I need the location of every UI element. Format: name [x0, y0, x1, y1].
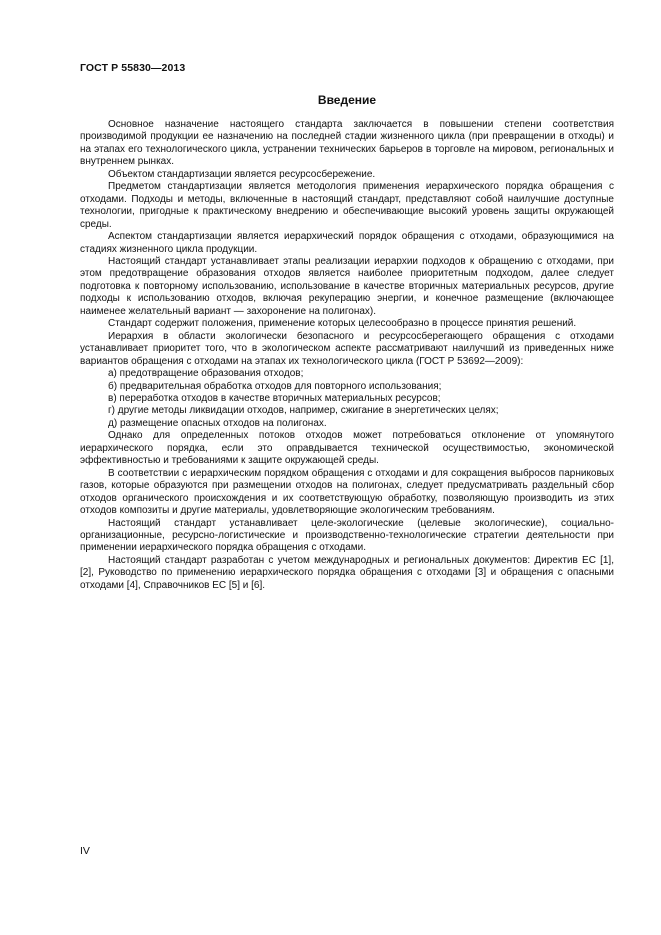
paragraph: Объектом стандартизации является ресурсосбережение.	[108, 168, 376, 180]
paragraph: Аспектом стандартизации является иерархический порядок обращения с отходами, образующимися на стадиях жизненного цикла продукции.	[80, 231, 614, 255]
page-number: IV	[80, 845, 90, 857]
paragraph: Основное назначение настоящего стандарта заключается в повышении степени соответствия производимой продукции ее назначению на последней стадии жизненного цикла (при превращении в отходы) и на этапах его технологического цикла, устранении технических барьеров в торговле на мировом, региональных и внутреннем рынках.	[80, 119, 614, 168]
list-item: а) предотвращение образования отходов;	[108, 368, 304, 380]
paragraph: Настоящий стандарт разработан с учетом международных и региональных документов: Директив ЕС [1], [2], Руководство по применению иерархического порядка обращения с отходами [3] и обращения с опасными отходами [4], Справочников ЕС [5] и [6].	[80, 554, 614, 591]
paragraph: Иерархия в области экологически безопасного и ресурсосберегающего обращения с отходами устанавливает приоритет того, что в экологическом аспекте рассматривают наилучший из приведенных ниже вариантов обращения с отходами на этапах их технологического цикла (ГОСТ Р 53692—2009):	[80, 330, 614, 367]
body-text	[80, 119, 614, 592]
paragraph: Настоящий стандарт устанавливает целе-экологические (целевые экологические), социально-организационные, ресурсно-логистические и производственно-технологические стратегии деятельности при применении иерархического порядка обращения с отходами.	[80, 517, 614, 554]
document-header: ГОСТ Р 55830—2013	[80, 62, 186, 74]
list-item: г) другие методы ликвидации отходов, например, сжигание в энергетических целях;	[108, 405, 499, 417]
paragraph: В соответствии с иерархическим порядком обращения с отходами и для сокращения выбросов парниковых газов, которые образуются при размещении отходов на полигонах, следует предусматривать раздельный сбор отходов органического происхождения и их соответствующую обработку, позволяющую производить из этих отходов композиты и другие материалы, удовлетворяющие экологическим требованиям.	[80, 467, 614, 517]
paragraph: Предметом стандартизации является методология применения иерархического порядка обращения с отходами. Подходы и методы, включенные в настоящий стандарт, представляют собой наилучшие доступные технологии, пригодные к практическому внедрению и обеспечивающие высокий уровень защиты окружающей среды.	[80, 181, 614, 230]
section-title: Введение	[317, 93, 377, 107]
list-item: б) предварительная обработка отходов для повторного использования;	[108, 380, 442, 392]
list-item: в) переработка отходов в качестве вторичных материальных ресурсов;	[108, 392, 441, 404]
paragraph: Однако для определенных потоков отходов может потребоваться отклонение от упомянутого иерархического порядка, если это оправдывается технической осуществимостью, экономической эффективностью и требованиями к защите окружающей среды.	[80, 430, 614, 467]
paragraph: Стандарт содержит положения, применение которых целесообразно в процессе принятия решений.	[108, 318, 577, 330]
paragraph: Настоящий стандарт устанавливает этапы реализации иерархии подходов к обращению с отходами, при этом предотвращение образования отходов является наиболее приоритетным подходом, далее следует подготовка к повторному использованию, использование в качестве вторичных материальных ресурсов, другие подходы к использованию отходов, включая рекуперацию энергии, и конечное размещение (включающее наименее желательный вариант — захоронение на полигонах).	[80, 255, 614, 317]
list-item: д) размещение опасных отходов на полигонах.	[108, 417, 327, 429]
